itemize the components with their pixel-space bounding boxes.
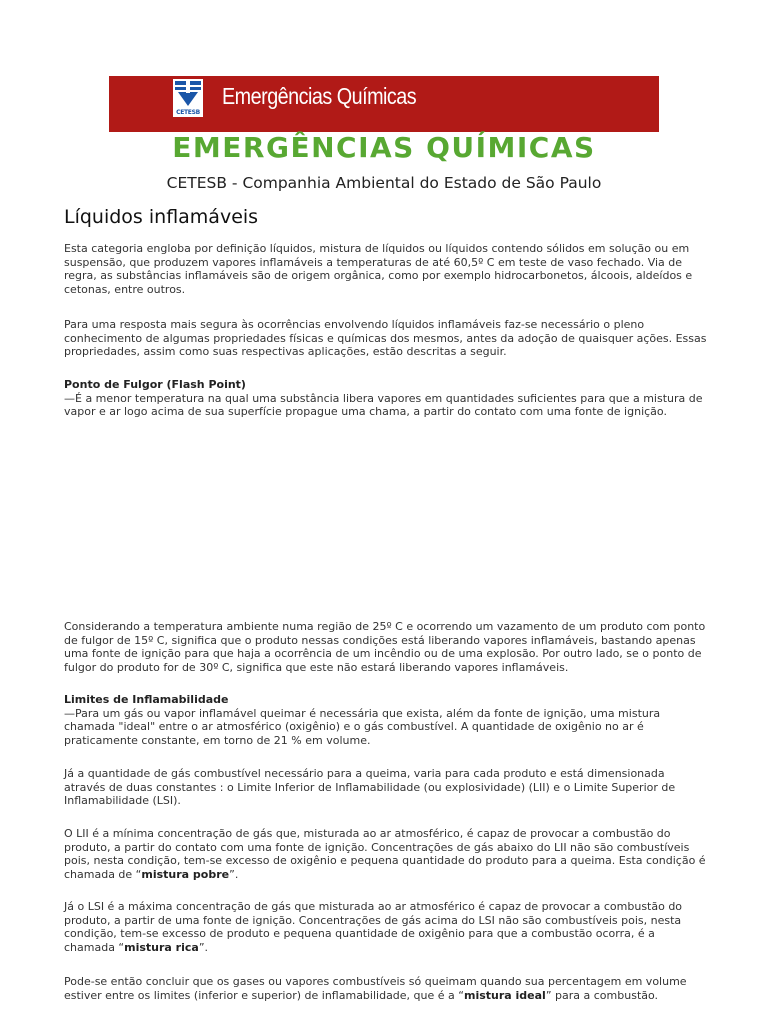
paragraph-constants: Já a quantidade de gás combustível necessário para a queima, varia para cada produto e está dimensionada através de duas constantes : o Limite Inferior de Inflamabilidade (ou explosividade) (LII) e o Limite Superior de Inflamabilidade (LSI). (64, 767, 676, 807)
limits-section (64, 693, 709, 747)
banner-title: Emergências Químicas (222, 83, 417, 109)
paragraph-example: Considerando a temperatura ambiente numa região de 25º C e ocorrendo um vazamento de um produto com ponto de fulgor de 15º C, significa que o produto nessas condições está liberando vapores inflamáveis, bastando apenas uma fonte de ignição para que haja a ocorrência de um incêndio ou de uma explosão. Por outro lado, se o ponto de fulgor do produto for de 30º C, significa que este não estará liberando vapores inflamáveis. (64, 620, 706, 674)
limits-text: —Para um gás ou vapor inflamável queimar é necessária que exista, além da fonte de ignição, uma mistura chamada "ideal" entre o ar atmosférico (oxigênio) e o gás combustível. A quantidade de oxigênio no ar é praticamente constante, em torno de 21 % em volume. (64, 706, 661, 747)
lsi-text: Já o LSI é a máxima concentração de gás que misturada ao ar atmosférico é capaz de provocar a combustão do produto, a partir de uma fonte de ignição. Concentrações de gás acima do LSI não são combustíveis pois, nesta condição, tem-se excesso de produto e pequena quantidade de oxigênio para que a combustão ocorra, é a chamada “ (64, 900, 683, 954)
conclusion-end: ” para a combustão. (545, 988, 659, 1002)
lii-end: ”. (229, 867, 239, 881)
paragraph-conclusion (64, 975, 709, 1002)
limits-title: Limites de Inflamabilidade (64, 693, 229, 706)
header-banner (109, 76, 659, 132)
paragraph-response: Para uma resposta mais segura às ocorrências envolvendo líquidos inflamáveis faz-se necessário o pleno conhecimento de algumas propriedades físicas e químicas dos mesmos, antes da adoção de quaisquer ações. Essas propriedades, assim como suas respectivas aplicações, estão descritas a seguir. (64, 318, 707, 358)
flash-point-text: —É a menor temperatura na qual uma substância libera vapores em quantidades suficientes para que a mistura de vapor e ar logo acima de sua superfície propague uma chama, a partir do contato com uma fonte de ignição. (64, 391, 703, 418)
paragraph-lii (64, 827, 709, 881)
lii-bold-term: mistura pobre (141, 867, 230, 881)
lsi-end: ”. (198, 940, 209, 954)
paragraph-definition: Esta categoria engloba por definição líquidos, mistura de líquidos ou líquidos contendo sólidos em solução ou em suspensão, que produzem vapores inflamáveis a temperaturas de até 60,5º C em teste de vaso fechado. Via de regra, as substâncias inflamáveis são de origem orgânica, como por exemplo hidrocarbonetos, álcoois, aldeídos e cetonas, entre outros. (64, 242, 693, 296)
flash-point-title: Ponto de Fulgor (Flash Point) (64, 378, 246, 391)
conclusion-bold-term: mistura ideal (463, 988, 546, 1002)
cetesb-logo-icon (175, 81, 201, 107)
conclusion-text: Pode-se então concluir que os gases ou vapores combustíveis só queimam quando sua percentagem em volume estiver entre os limites (inferior e superior) de inflamabilidade, que é a “ (64, 975, 687, 1002)
page-subtitle: CETESB - Companhia Ambiental do Estado de São Paulo (166, 174, 602, 192)
paragraph-lsi (64, 900, 709, 954)
flash-point-section (64, 378, 709, 419)
cetesb-logo (173, 79, 203, 117)
page-title: EMERGÊNCIAS QUÍMICAS (172, 131, 596, 164)
logo-text: CETESB (176, 109, 200, 116)
lsi-bold-term: mistura rica (124, 940, 199, 954)
section-heading: Líquidos inflamáveis (64, 206, 259, 228)
lii-text: O LII é a mínima concentração de gás que, misturada ao ar atmosférico, é capaz de provocar a combustão do produto, a partir do contato com uma fonte de ignição. Concentrações de gás abaixo do LII não são combustíveis pois, nesta condição, tem-se excesso de oxigênio e pequena quantidade do produto para a queima. Esta condição é chamada de “ (64, 827, 706, 881)
